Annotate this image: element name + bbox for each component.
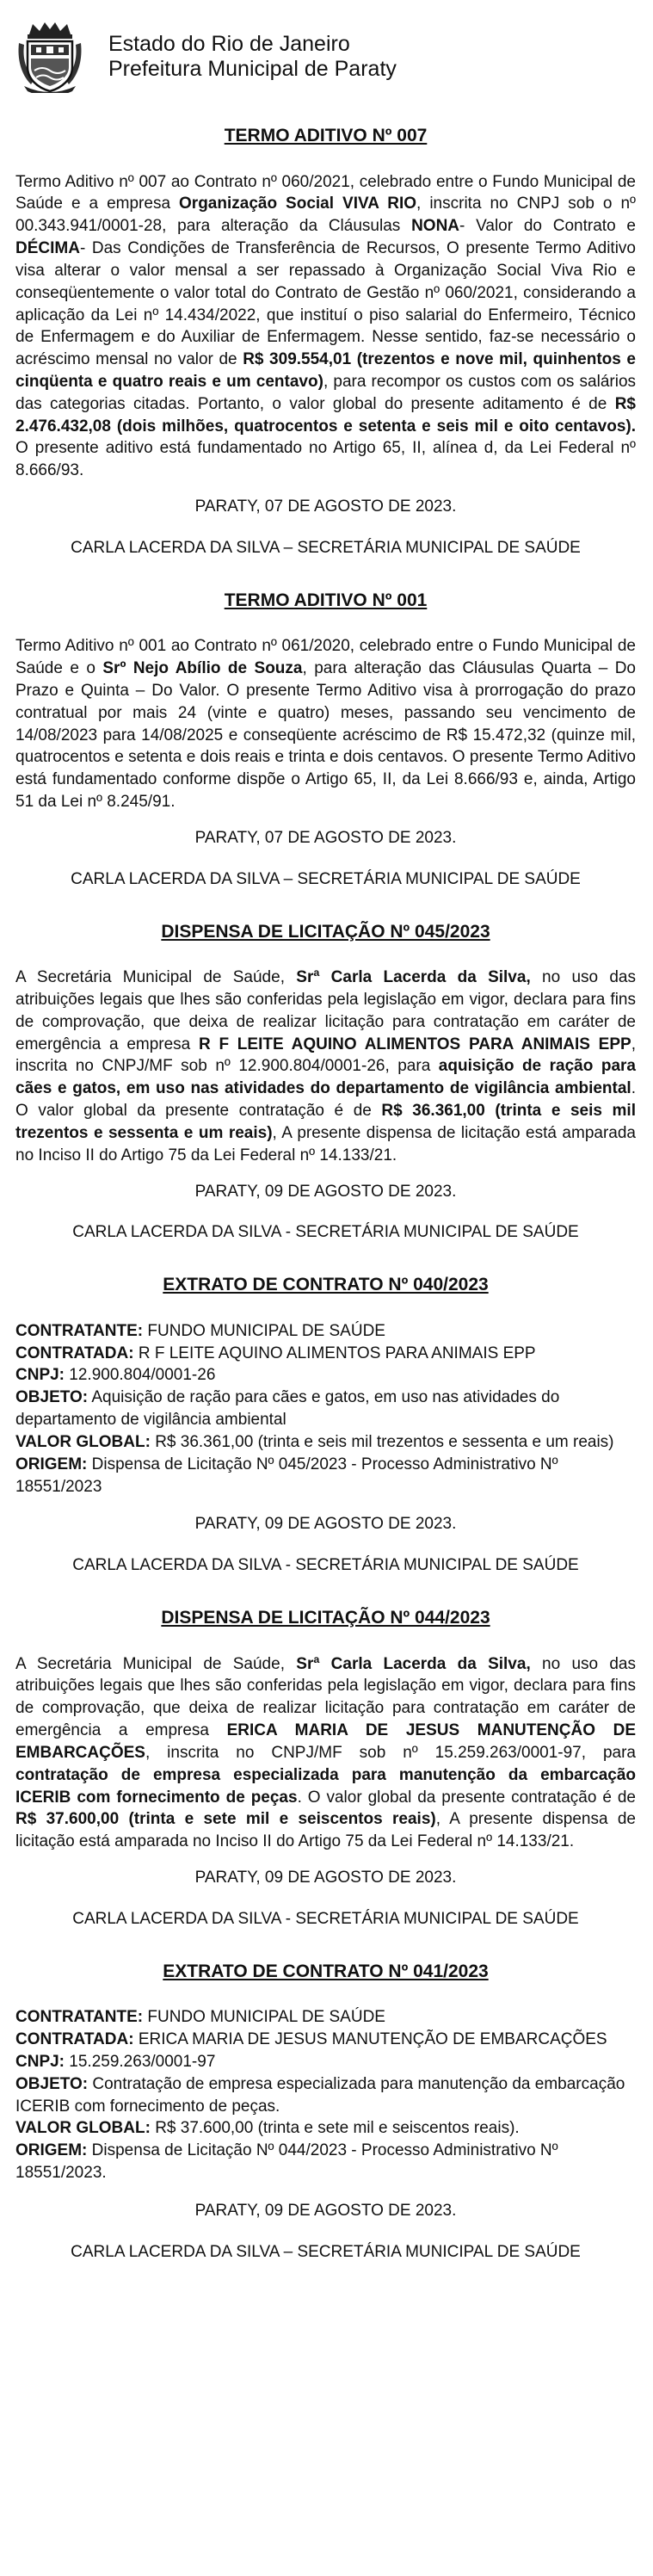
section-body: A Secretária Municipal de Saúde, Srª Carla Lacerda da Silva, no uso das atribuições legais que lhes são conferidas pela legislação em vigor, declara para fins de comprovação, que deixa de realizar licitação para contratação em caráter de emergência a empresa R F LEITE AQUINO ALIMENTOS PARA ANIMAIS EPP, inscrita no CNPJ/MF sob nº 12.900.804/0001-26, para aquisição de ração para cães e gatos, em uso nas atividades do departamento de vigilância ambiental. O valor global da presente contratação é de R$ 36.361,00 (trinta e seis mil trezentos e sessenta e um reais), A presente dispensa de licitação está amparada no Inciso II do Artigo 75 da Lei Federal nº 14.133/21. [15,968,636,1164]
field-valor-global: VALOR GLOBAL: R$ 36.361,00 (trinta e seis mil trezentos e sessenta e um reais) [15,1432,614,1451]
section-signature: CARLA LACERDA DA SILVA - SECRETÁRIA MUNICIPAL DE SAÚDE [72,1223,579,1242]
section-body: Termo Aditivo nº 001 ao Contrato nº 061/2020, celebrado entre o Fundo Municipal de Saúde e o Srº Nejo Abílio de Souza, para alteração das Cláusulas Quarta – Do Prazo e Quinta – Do Valor. O presente Termo Aditivo visa à prorrogação do prazo contratual por mais 24 (vinte e quatro) meses, passando seu vencimento de 14/08/2023 para 14/08/2025 e conseqüente acréscimo de R$ 15.472,32 (quinze mil, quatrocentos e setenta e dois reais e trinta e dois centavos. O presente Termo Aditivo está fundamentado conforme dispõe o Artigo 65, II, da Lei 8.666/93 e, ainda, Artigo 51 da Lei nº 8.245/91. [15,637,636,812]
prefecture-name: Prefeitura Municipal de Paraty [108,57,397,81]
contract-fields [15,2006,636,2184]
field-cnpj: CNPJ: 12.900.804/0001-26 [15,1366,216,1385]
section-signature: CARLA LACERDA DA SILVA - SECRETÁRIA MUNICIPAL DE SAÚDE [72,1556,579,1575]
section-body: A Secretária Municipal de Saúde, Srª Carla Lacerda da Silva, no uso das atribuições legais que lhes são conferidas pela legislação em vigor, declara para fins de comprovação, que deixa de realizar licitação para contratação em caráter de emergência a empresa ERICA MARIA DE JESUS MANUTENÇÃO DE EMBARCAÇÕES, inscrita no CNPJ/MF sob nº 15.259.263/0001-97, para contratação de empresa especializada para manutenção da embarcação ICERIB com fornecimento de peças. O valor global da presente contratação é de R$ 37.600,00 (trinta e sete mil e seiscentos reais), A presente dispensa de licitação está amparada no Inciso II do Artigo 75 da Lei Federal nº 14.133/21. [15,1654,636,1851]
extrato-041-section [15,1960,636,2264]
field-cnpj: CNPJ: 15.259.263/0001-97 [15,2052,216,2071]
section-date: PARATY, 09 DE AGOSTO DE 2023. [194,2201,457,2220]
field-contratada: CONTRATADA: R F LEITE AQUINO ALIMENTOS PARA ANIMAIS EPP [15,1344,536,1362]
field-contratada: CONTRATADA: ERICA MARIA DE JESUS MANUTENÇÃO DE EMBARCAÇÕES [15,2030,607,2049]
field-origem: ORIGEM: Dispensa de Licitação Nº 045/2023 - Processo Administrativo Nº 18551/2023 [15,1455,558,1496]
section-title: DISPENSA DE LICITAÇÃO Nº 045/2023 [161,921,490,942]
section-title: TERMO ADITIVO Nº 001 [224,590,428,610]
field-contratante: CONTRATANTE: FUNDO MUNICIPAL DE SAÚDE [15,2008,385,2027]
termo-aditivo-007-section [15,124,636,559]
state-name: Estado do Rio de Janeiro [108,31,350,56]
page-header [15,21,636,93]
coat-of-arms-icon [15,21,84,93]
section-title: TERMO ADITIVO Nº 007 [224,126,428,145]
field-origem: ORIGEM: Dispensa de Licitação Nº 044/2023 - Processo Administrativo Nº 18551/2023. [15,2141,558,2183]
field-valor-global: VALOR GLOBAL: R$ 37.600,00 (trinta e sete mil e seiscentos reais). [15,2119,520,2138]
dispensa-044-section [15,1606,636,1930]
section-date: PARATY, 07 DE AGOSTO DE 2023. [194,828,457,847]
dispensa-045-section [15,920,636,1245]
section-date: PARATY, 09 DE AGOSTO DE 2023. [194,1515,457,1534]
contract-fields [15,1320,636,1498]
field-contratante: CONTRATANTE: FUNDO MUNICIPAL DE SAÚDE [15,1321,385,1340]
section-date: PARATY, 09 DE AGOSTO DE 2023. [194,1869,457,1887]
header-text [108,32,397,83]
section-title: DISPENSA DE LICITAÇÃO Nº 044/2023 [161,1608,490,1628]
section-body: Termo Aditivo nº 007 ao Contrato nº 060/2021, celebrado entre o Fundo Municipal de Saúde e a empresa Organização Social VIVA RIO, inscrita no CNPJ sob o nº 00.343.941/0001-28, para alteração da Cláusulas NONA- Valor do Contrato e DÉCIMA- Das Condições de Transferência de Recursos, O presente Termo Aditivo visa alterar o valor mensal a ser repassado à Organização Social Viva Rio e conseqüentemente o valor total do Contrato de Gestão nº 060/2021, considerando a aplicação da Lei nº 14.434/2022, que instituí o piso salarial do Enfermeiro, Técnico de Enfermagem e do Auxiliar de Enfermagem. Nesse sentido, faz-se necessário o acréscimo mensal no valor de R$ 309.554,01 (trezentos e nove mil, quinhentos e cinqüenta e quatro reais e um centavo), para recompor os custos com os salários das categorias citadas. Portanto, o valor global do presente aditamento é de R$ 2.476.432,08 (dois milhões, quatrocentos e setenta e seis mil e oito centavos). O presente aditivo está fundamentado no Artigo 65, II, alínea d, da Lei Federal nº 8.666/93. [15,172,637,480]
field-objeto: OBJETO: Aquisição de ração para cães e gatos, em uso nas atividades do departamento de vigilância ambiental [15,1388,560,1430]
section-date: PARATY, 07 DE AGOSTO DE 2023. [194,497,457,516]
section-signature: CARLA LACERDA DA SILVA – SECRETÁRIA MUNICIPAL DE SAÚDE [71,2242,581,2261]
extrato-040-section [15,1273,636,1577]
section-signature: CARLA LACERDA DA SILVA – SECRETÁRIA MUNICIPAL DE SAÚDE [71,538,581,557]
section-title: EXTRATO DE CONTRATO Nº 040/2023 [163,1275,489,1295]
section-title: EXTRATO DE CONTRATO Nº 041/2023 [163,1961,489,1981]
section-signature: CARLA LACERDA DA SILVA - SECRETÁRIA MUNICIPAL DE SAÚDE [72,1909,579,1928]
termo-aditivo-001-section [15,589,636,891]
section-signature: CARLA LACERDA DA SILVA – SECRETÁRIA MUNICIPAL DE SAÚDE [71,869,581,888]
section-date: PARATY, 09 DE AGOSTO DE 2023. [194,1182,457,1201]
field-objeto: OBJETO: Contratação de empresa especializada para manutenção da embarcação ICERIB com fornecimento de peças. [15,2074,625,2116]
